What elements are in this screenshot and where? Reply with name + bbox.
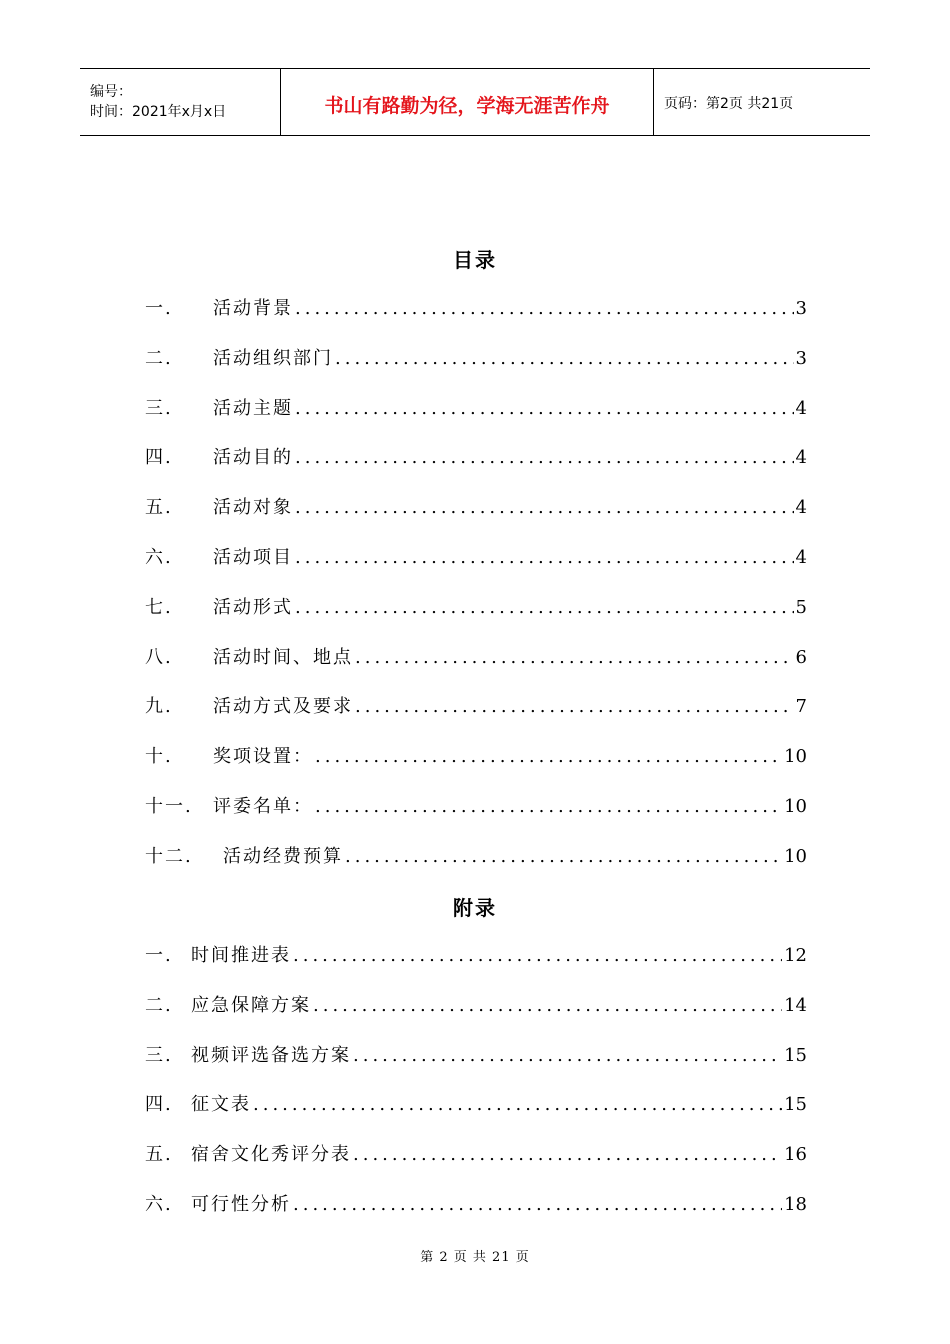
toc-entry-number: 四. xyxy=(145,1094,173,1116)
toc-entry-title: 活动形式 xyxy=(213,596,293,618)
toc-entry-page: 10 xyxy=(784,746,807,768)
toc-entry-number: 四. xyxy=(145,447,173,469)
toc-entry-number: 十. xyxy=(145,746,173,768)
toc-leader-dots xyxy=(293,1194,782,1215)
toc-entry[interactable] xyxy=(145,1190,807,1220)
toc-entry-number: 三. xyxy=(145,1044,173,1066)
toc-entry-title: 应急保障方案 xyxy=(191,994,311,1016)
header-page-info: 页码：第2页 共21页 xyxy=(664,96,794,112)
toc-leader-dots xyxy=(295,547,794,568)
toc-entry-page: 15 xyxy=(784,1094,807,1116)
toc-leader-dots xyxy=(315,746,782,767)
toc-entry[interactable] xyxy=(145,394,807,424)
toc-leader-dots xyxy=(355,696,794,717)
toc-entry[interactable] xyxy=(145,294,807,324)
toc-entry-number: 二. xyxy=(145,347,173,369)
toc-entry-number: 七. xyxy=(145,596,173,618)
toc-entry-title: 活动项目 xyxy=(213,547,293,568)
toc-entry[interactable] xyxy=(145,493,807,523)
toc-entry-number: 五. xyxy=(145,497,173,519)
toc-leader-dots xyxy=(295,398,794,419)
header-meta xyxy=(80,69,281,135)
page-header xyxy=(80,68,870,136)
toc-entry-page: 12 xyxy=(784,945,807,966)
toc-entry[interactable] xyxy=(145,742,807,772)
toc-entry[interactable] xyxy=(145,1140,807,1170)
toc-entry-title: 奖项设置： xyxy=(213,746,313,768)
toc-entry-page: 15 xyxy=(784,1044,807,1066)
toc-entry-title: 活动组织部门 xyxy=(213,347,333,369)
toc-leader-dots xyxy=(253,1094,782,1115)
toc-entry-page: 18 xyxy=(784,1194,807,1215)
toc-leader-dots xyxy=(355,647,794,668)
toc-heading: 目录 xyxy=(453,248,497,272)
toc-leader-dots xyxy=(295,298,794,319)
toc-entry-title: 活动方式及要求 xyxy=(213,696,353,718)
toc-leader-dots xyxy=(353,1144,782,1165)
toc-entry[interactable] xyxy=(145,991,807,1021)
toc-entry[interactable] xyxy=(145,443,807,473)
toc-entry-page: 5 xyxy=(795,596,807,618)
toc-entry-page: 4 xyxy=(795,497,807,519)
toc-entry[interactable] xyxy=(145,792,807,822)
toc-entry-title: 活动目的 xyxy=(213,447,293,469)
toc-entry[interactable] xyxy=(145,593,807,623)
toc-entry-title: 视频评选备选方案 xyxy=(191,1044,351,1066)
toc-entry[interactable] xyxy=(145,842,807,872)
toc-entry-page: 3 xyxy=(795,347,807,369)
toc-entry-number: 二. xyxy=(145,994,173,1016)
toc-leader-dots xyxy=(315,796,782,817)
toc-leader-dots xyxy=(335,348,794,369)
toc-entry-page: 16 xyxy=(784,1144,807,1166)
toc-entry-title: 评委名单： xyxy=(213,796,313,817)
toc-entry[interactable] xyxy=(145,643,807,673)
toc-entry-number: 六. xyxy=(145,547,173,568)
toc-entry-title: 时间推进表 xyxy=(191,945,291,966)
toc-entry[interactable] xyxy=(145,543,807,573)
toc-leader-dots xyxy=(295,447,794,468)
toc-entry[interactable] xyxy=(145,941,807,971)
toc-entry[interactable] xyxy=(145,1090,807,1120)
toc-leader-dots xyxy=(353,1045,782,1066)
toc-entry-title: 活动背景 xyxy=(213,298,293,319)
toc-entry-page: 4 xyxy=(795,397,807,419)
toc-entry-number: 三. xyxy=(145,397,173,419)
toc-entry-number: 五. xyxy=(145,1144,173,1166)
toc-entry-page: 6 xyxy=(795,646,807,668)
page-footer: 第 2 页 共 21 页 xyxy=(420,1250,530,1265)
toc-entry[interactable] xyxy=(145,692,807,722)
toc-leader-dots xyxy=(293,945,782,966)
toc-entry-page: 10 xyxy=(784,796,807,817)
toc-leader-dots xyxy=(295,497,794,518)
toc-entry-page: 10 xyxy=(784,845,807,867)
toc-entry-number: 一. xyxy=(145,945,173,966)
toc-entry-title: 活动主题 xyxy=(213,397,293,419)
toc-entry-title: 活动经费预算 xyxy=(223,845,343,867)
toc-entry-title: 活动时间、地点 xyxy=(213,646,353,668)
toc-leader-dots xyxy=(345,846,782,867)
toc-entry-number: 十一. xyxy=(145,796,193,817)
toc-entry-number: 八. xyxy=(145,646,173,668)
toc-entry-number: 一. xyxy=(145,298,173,319)
toc-entry[interactable] xyxy=(145,1041,807,1071)
toc-leader-dots xyxy=(313,995,782,1016)
toc-entry-number: 十二. xyxy=(145,845,193,867)
toc-entry-title: 活动对象 xyxy=(213,497,293,519)
appendix-heading: 附录 xyxy=(453,896,497,920)
toc-entry-page: 4 xyxy=(795,447,807,469)
toc-entry-title: 宿舍文化秀评分表 xyxy=(191,1144,351,1166)
toc-entry-number: 六. xyxy=(145,1194,173,1215)
toc-entry-number: 九. xyxy=(145,696,173,718)
toc-entry-title: 征文表 xyxy=(191,1094,251,1116)
toc-entry-page: 7 xyxy=(795,696,807,718)
toc-entry-title: 可行性分析 xyxy=(191,1194,291,1215)
toc-entry[interactable] xyxy=(145,344,807,374)
header-motto: 书山有路勤为径，学海无涯苦作舟 xyxy=(281,69,654,135)
toc-entry-page: 14 xyxy=(784,994,807,1016)
document-time-label: 时间：2021年x月x日 xyxy=(90,104,227,120)
document-number-label: 编号： xyxy=(90,84,132,100)
toc-entry-page: 3 xyxy=(795,298,807,319)
toc-leader-dots xyxy=(295,597,794,618)
toc-entry-page: 4 xyxy=(795,547,807,568)
